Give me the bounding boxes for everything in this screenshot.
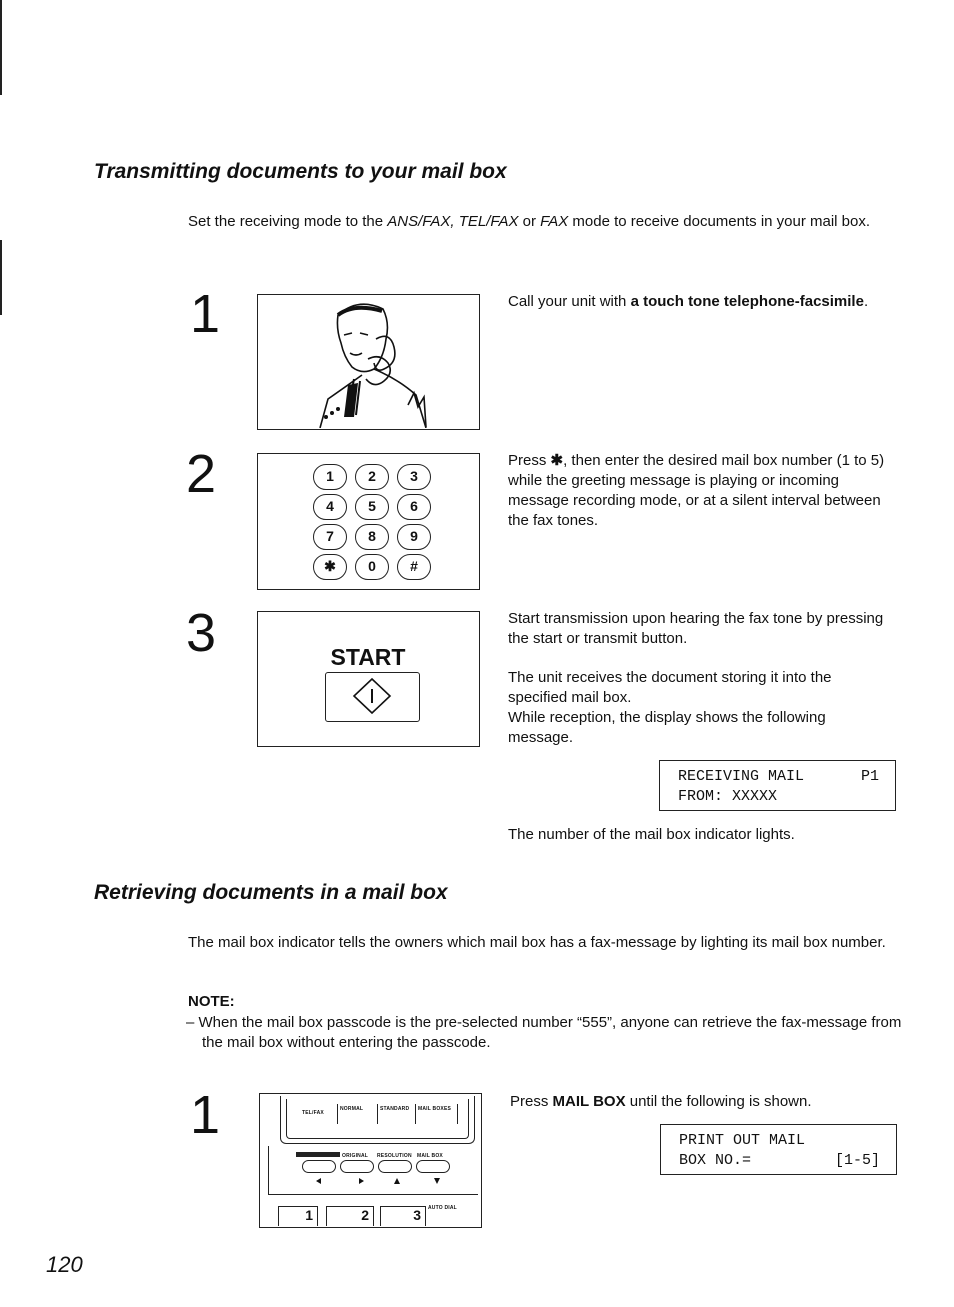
step-number: 1 [190,284,221,344]
panel-button-resolution[interactable] [378,1160,412,1173]
divider [457,1104,458,1124]
step1-text [508,292,888,312]
display-line1: RECEIVING MAIL [678,768,805,785]
keypad-key-7[interactable]: 7 [313,524,347,550]
keypad-key-0[interactable]: 0 [355,554,389,580]
intro-text: or [518,213,541,230]
mode-fax: FAX [540,213,569,230]
note-label: NOTE: [188,993,235,1010]
label-standard: STANDARD [380,1106,410,1112]
start-button[interactable] [325,672,420,722]
keypad-key-2[interactable]: 2 [355,464,389,490]
text: Press [508,452,551,469]
label-normal: NORMAL [340,1106,364,1112]
divider [337,1104,338,1124]
keypad-key-star[interactable]: ✱ [313,554,347,580]
section-title-retrieving: Retrieving documents in a mail box [94,881,448,904]
arrow-icons [296,1174,456,1188]
label-auto-dial: AUTO DIAL [428,1205,457,1211]
label-mail-boxes: MAIL BOXES [418,1106,452,1112]
start-label: START [330,644,406,670]
section-title-transmitting: Transmitting documents to your mail box [94,160,507,183]
keypad-key-1[interactable]: 1 [313,464,347,490]
label-original: ORIGINAL [342,1153,369,1159]
intro-text: Set the receiving mode to the [188,213,388,230]
bold-text: a touch tone telephone-facsimile [630,293,864,310]
step3-para2: The unit receives the document storing it into the specified mail box. [508,669,832,706]
divider [268,1194,478,1195]
text: . [863,293,869,310]
start-button-frame [257,611,480,747]
display-line2: BOX NO.= [679,1152,752,1169]
keypad-key-4[interactable]: 4 [313,494,347,520]
keypad-key-hash[interactable]: # [397,554,431,580]
phone-illustration-frame [257,294,480,430]
note-text: – When the mail box passcode is the pre-selected number “555”, anyone can retrieve the fax-message from the mail box without entering the passcode. [186,1014,902,1051]
panel-button-original[interactable] [340,1160,374,1173]
scan-edge [0,240,2,315]
label-bar [296,1152,340,1157]
man-on-phone-illustration [258,295,478,428]
keypad-key-5[interactable]: 5 [355,494,389,520]
label-resolution: RESOLUTION [377,1153,412,1159]
display-page: P1 [860,768,879,785]
keypad-key-8[interactable]: 8 [355,524,389,550]
display-print-out-mail [660,1124,897,1175]
dial-key-1[interactable]: 1 [278,1206,318,1226]
text: until the following is shown. [625,1093,812,1110]
divider [377,1104,378,1124]
panel-button-mail-box[interactable] [416,1160,450,1173]
bold-text: MAIL BOX [552,1093,626,1110]
dial-key-2[interactable]: 2 [326,1206,374,1226]
section2-step1-text [510,1092,890,1112]
keypad-key-9[interactable]: 9 [397,524,431,550]
panel-button-left[interactable] [302,1160,336,1173]
intro-text: mode to receive documents in your mail box. [568,213,871,230]
text: Press [510,1093,553,1110]
step-number: 1 [190,1085,221,1145]
step3-after: The number of the mail box indicator lights. [508,826,795,843]
step3-para3: While reception, the display shows the following message. [508,709,826,746]
divider [268,1146,269,1194]
control-panel-frame [259,1093,482,1228]
section1-intro [188,212,888,232]
label-telfax: TEL/FAX [302,1110,324,1116]
step-number: 2 [186,444,217,504]
label-mail-box: MAIL BOX [417,1153,443,1159]
mode-tel-fax: TEL/FAX [458,213,519,230]
step3-para1: Start transmission upon hearing the fax tone by pressing the start or transmit button. [508,610,884,647]
start-diamond-icon [326,673,418,720]
dial-key-3[interactable]: 3 [380,1206,426,1226]
step2-text [508,451,893,531]
display-receiving-mail [659,760,896,811]
text: Call your unit with [508,293,631,310]
keypad-key-6[interactable]: 6 [397,494,431,520]
keypad-key-3[interactable]: 3 [397,464,431,490]
keypad-frame [257,453,480,590]
scan-edge [0,0,2,95]
display-line2: FROM: XXXXX [678,788,778,805]
mode-ans-fax: ANS/FAX, [387,213,455,230]
display-range: [1-5] [834,1152,880,1169]
star-symbol: ✱ [550,452,564,469]
text: , then enter the desired mail box number (1 to 5) while the greeting message is playing or incoming message recording mode, or at a silent interval between the fax tones. [508,452,885,529]
step-number: 3 [186,603,217,663]
display-line1: PRINT OUT MAIL [679,1132,806,1149]
page-number: 120 [46,1252,83,1277]
divider [415,1104,416,1124]
section2-intro: The mail box indicator tells the owners which mail box has a fax-message by lighting its mail box number. [188,934,886,951]
